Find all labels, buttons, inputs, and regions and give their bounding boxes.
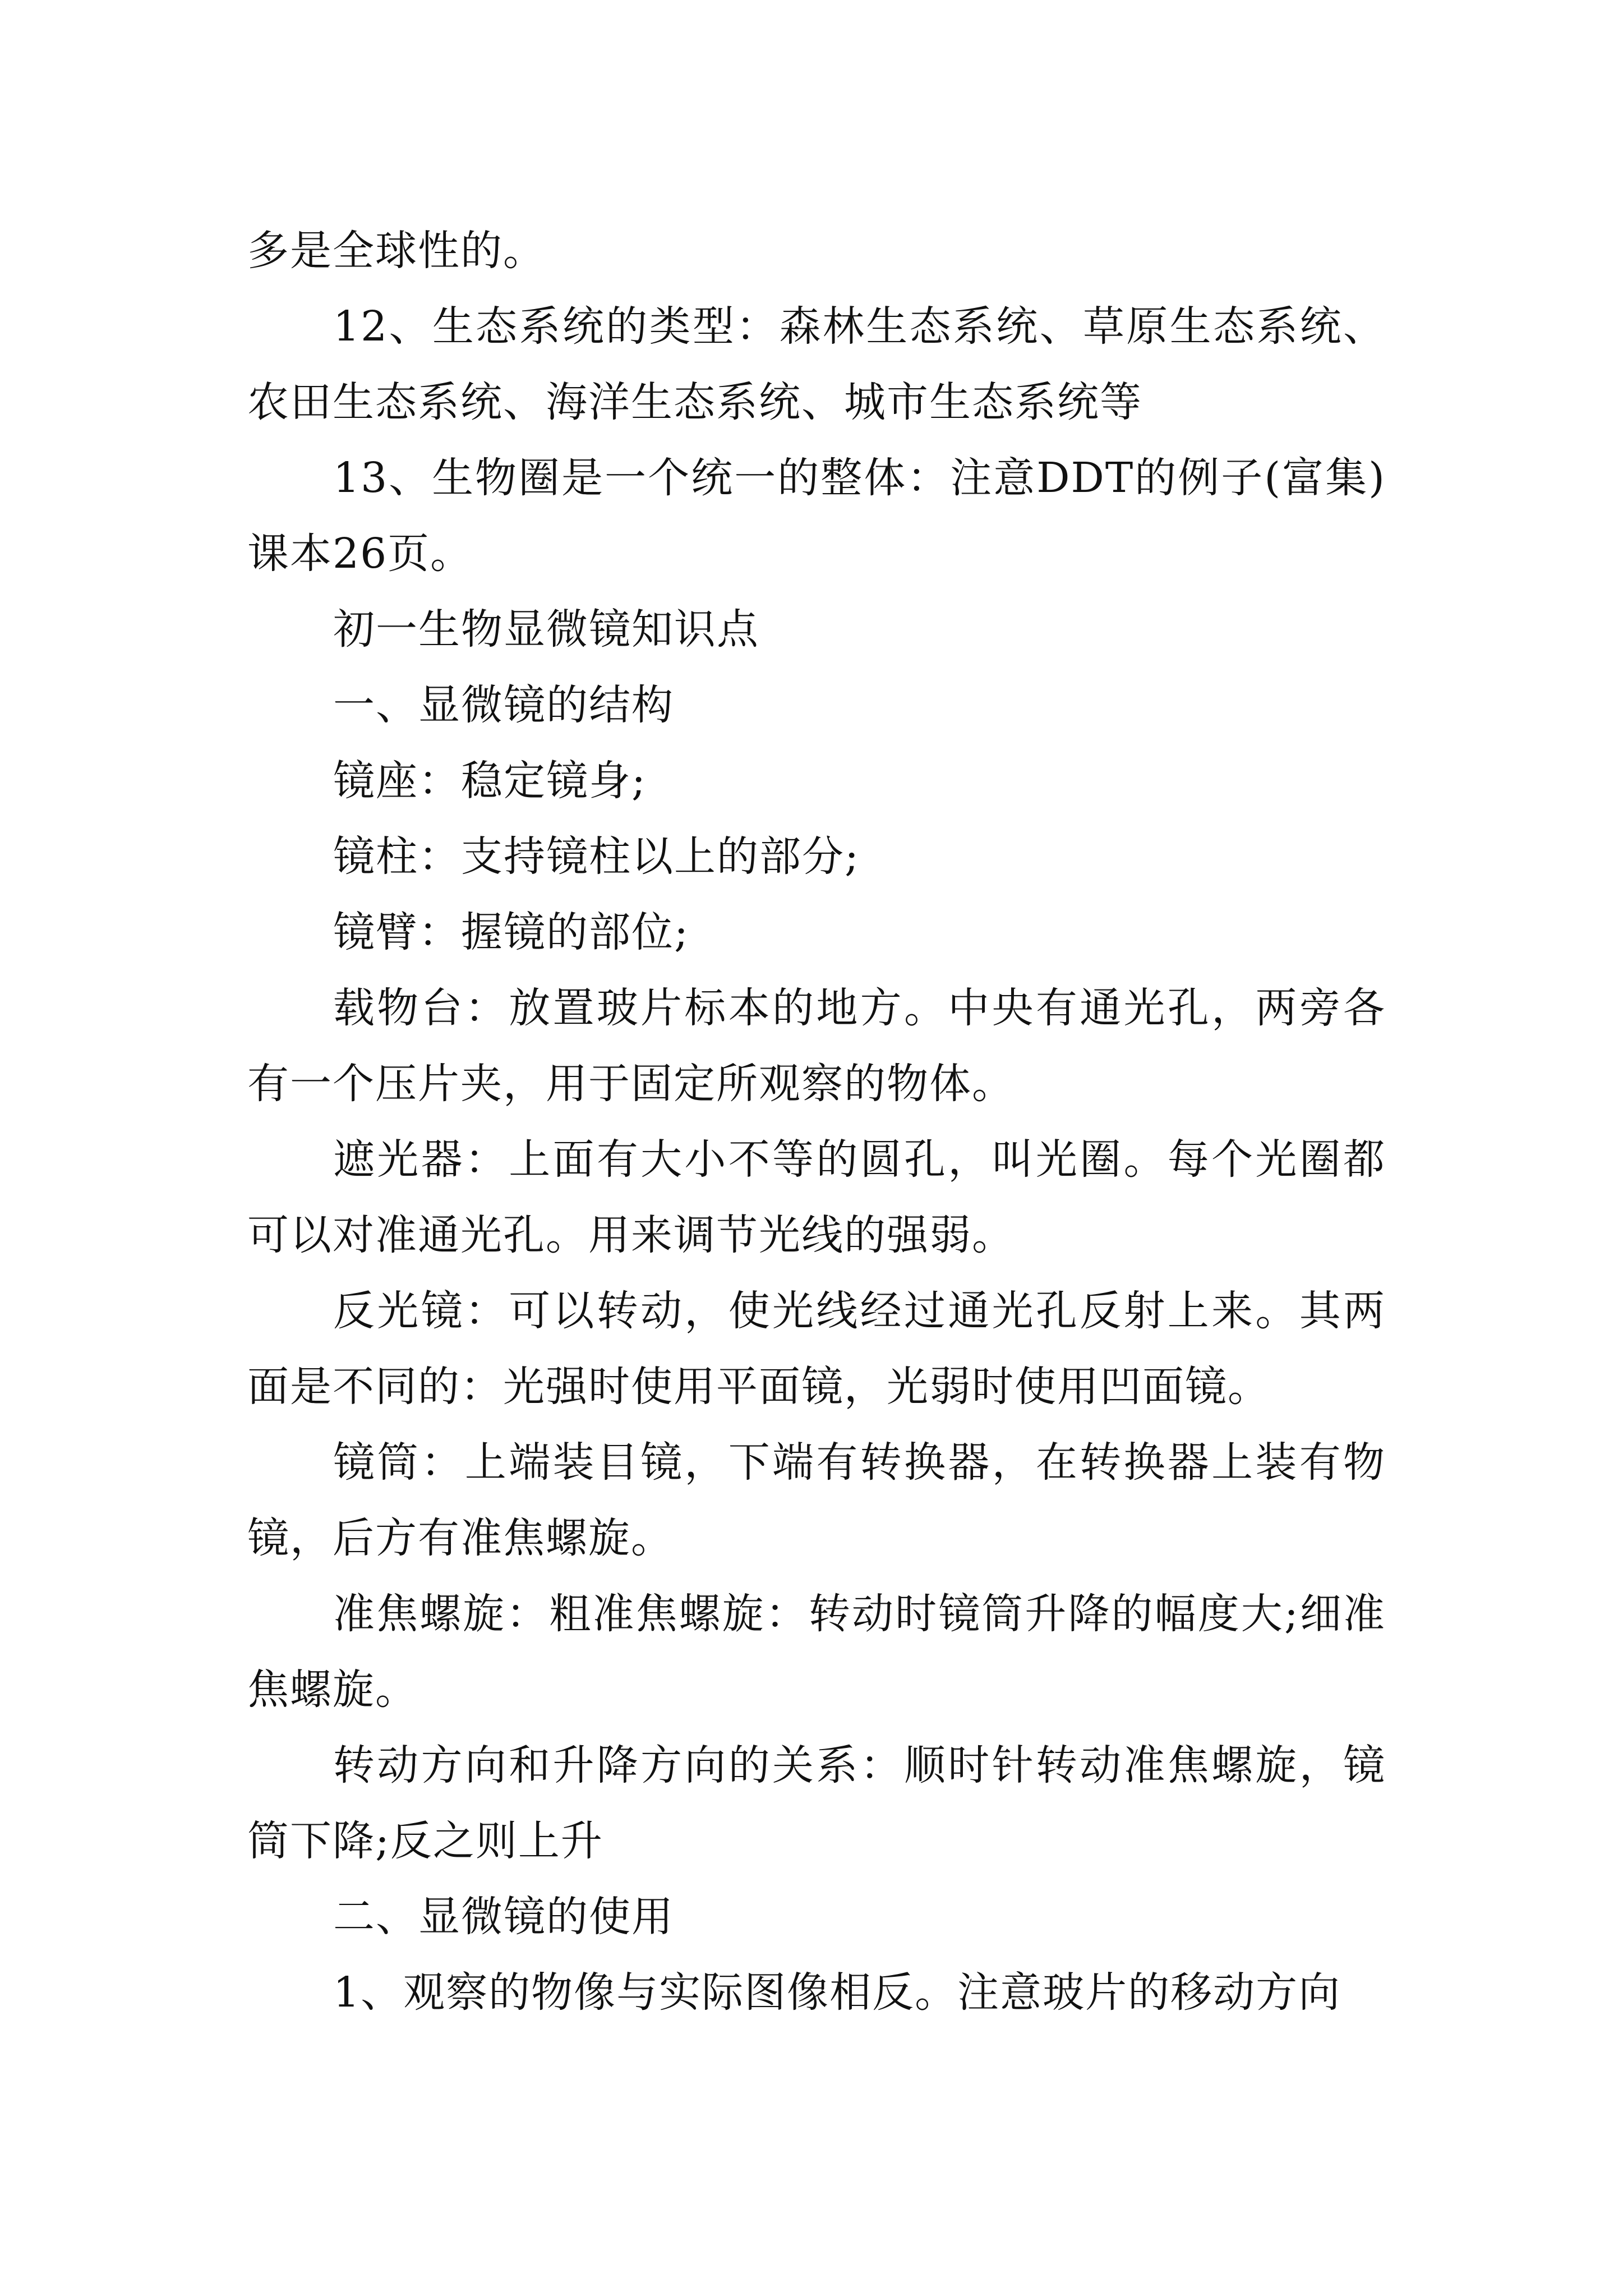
paragraph-focus-knob: 准焦螺旋：粗准焦螺旋：转动时镜筒升降的幅度大;细准焦螺旋。 (247, 1590, 1386, 1714)
paragraph-reflector: 反光镜：可以转动，使光线经过通光孔反射上来。其两面是不同的：光强时使用平面镜，光弱时使用凹面镜。 (247, 1287, 1386, 1411)
paragraph-diaphragm: 遮光器：上面有大小不等的圆孔，叫光圈。每个光圈都可以对准通光孔。用来调节光线的强弱。 (247, 1135, 1386, 1259)
paragraph-ecosystem-types: 12、生态系统的类型：森林生态系统、草原生态系统、农田生态系统、海洋生态系统、城市生态系统等 (247, 302, 1386, 426)
paragraph-mirror-arm: 镜臂：握镜的部位; (333, 908, 689, 956)
paragraph-rotation-direction: 转动方向和升降方向的关系：顺时针转动准焦螺旋，镜筒下降;反之则上升 (247, 1741, 1386, 1865)
paragraph-continuation: 多是全球性的。 (247, 227, 546, 275)
paragraph-biosphere: 13、生物圈是一个统一的整体：注意DDT的例子(富集)课本26页。 (247, 454, 1386, 578)
heading-microscope-usage: 二、显微镜的使用 (333, 1893, 674, 1941)
paragraph-mirror-pillar: 镜柱：支持镜柱以上的部分; (333, 832, 860, 881)
section-title-microscope: 初一生物显微镜知识点 (333, 605, 759, 654)
heading-microscope-structure: 一、显微镜的结构 (333, 681, 674, 729)
paragraph-mirror-base: 镜座：稳定镜身; (333, 757, 647, 805)
document-body (247, 213, 1386, 2031)
paragraph-stage: 载物台：放置玻片标本的地方。中央有通光孔，两旁各有一个压片夹，用于固定所观察的物体。 (247, 984, 1386, 1108)
paragraph-tube: 镜筒：上端装目镜，下端有转换器，在转换器上装有物镜，后方有准焦螺旋。 (247, 1438, 1386, 1562)
paragraph-observation-1: 1、观察的物像与实际图像相反。注意玻片的移动方向 (333, 1968, 1341, 2017)
